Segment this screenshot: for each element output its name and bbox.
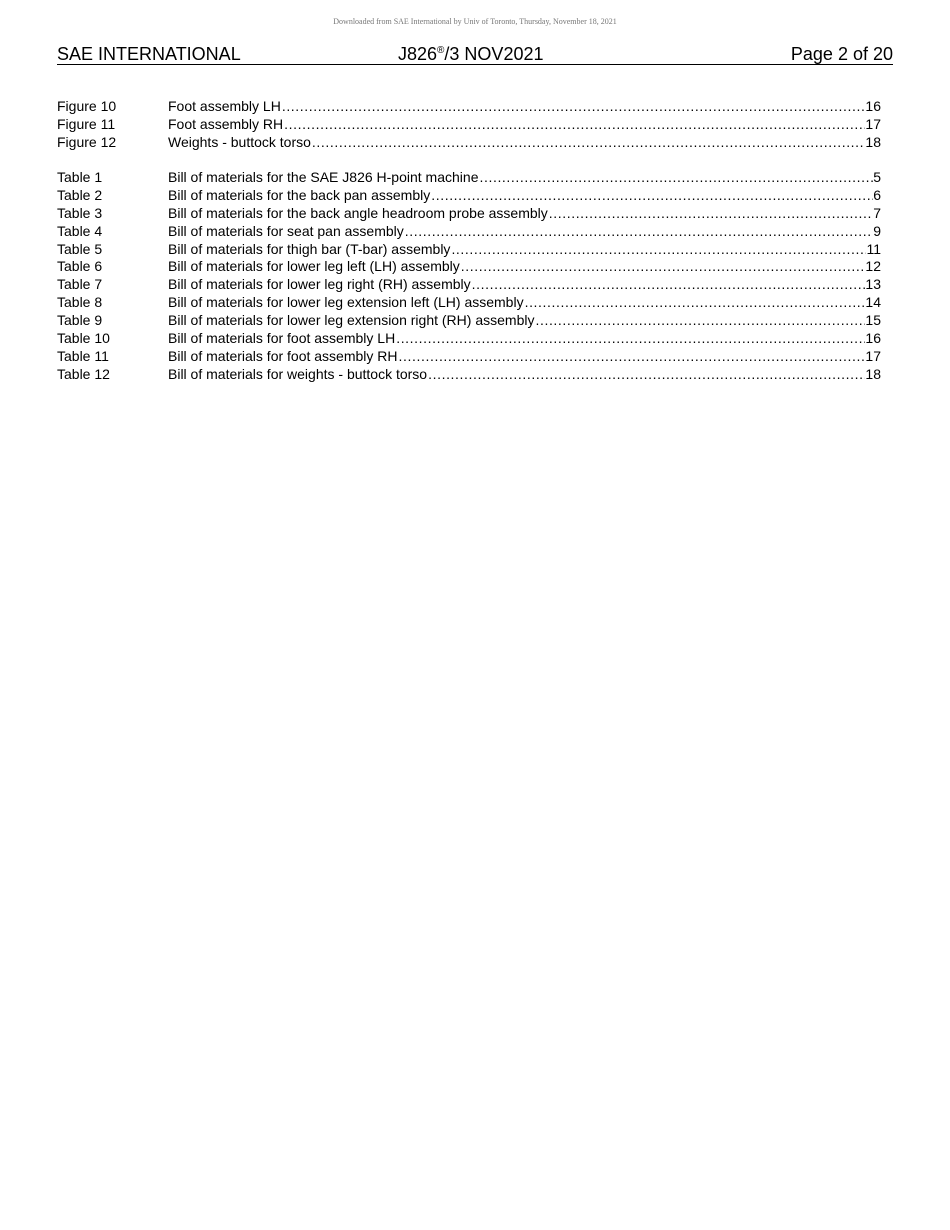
dot-leader xyxy=(311,134,866,152)
dot-leader xyxy=(430,187,873,205)
toc-entry[interactable] xyxy=(57,116,881,134)
doc-id-rest: /3 NOV2021 xyxy=(444,44,544,64)
entry-page: 17 xyxy=(865,115,881,132)
dot-leader xyxy=(404,223,873,241)
toc-entry[interactable] xyxy=(57,223,881,241)
entry-page: 9 xyxy=(873,222,881,239)
toc-entry[interactable] xyxy=(57,187,881,205)
dot-leader xyxy=(281,98,866,116)
dot-leader xyxy=(450,241,866,259)
toc-entry[interactable] xyxy=(57,276,881,294)
dot-leader xyxy=(471,276,866,294)
registered-mark: ® xyxy=(437,45,445,56)
entry-page: 6 xyxy=(873,186,881,203)
entry-title: Bill of materials for weights - buttock torso xyxy=(168,365,428,382)
entry-label: Table 7 xyxy=(57,276,103,293)
header-org: SAE INTERNATIONAL xyxy=(57,44,241,64)
entry-page: 18 xyxy=(865,365,881,382)
dot-leader xyxy=(460,258,866,276)
entry-title: Bill of materials for lower leg left (LH) assembly xyxy=(168,258,460,275)
toc-entry[interactable] xyxy=(57,205,881,223)
list-of-tables xyxy=(57,169,881,384)
entry-label: Table 12 xyxy=(57,365,110,382)
entry-page: 5 xyxy=(873,169,881,185)
toc-entry[interactable] xyxy=(57,348,881,366)
toc-entry[interactable] xyxy=(57,258,881,276)
entry-title: Bill of materials for the SAE J826 H-point machine xyxy=(168,169,479,185)
entry-page: 16 xyxy=(865,98,881,114)
dot-leader xyxy=(283,116,865,134)
dot-leader xyxy=(524,294,866,312)
entry-title: Bill of materials for lower leg extension left (LH) assembly xyxy=(168,294,524,311)
dot-leader xyxy=(478,169,873,187)
entry-label: Table 6 xyxy=(57,258,103,275)
header-page-number: Page 2 of 20 xyxy=(790,44,893,64)
download-notice: Downloaded from SAE International by Univ of Toronto, Thursday, November 18, 2021 xyxy=(333,17,617,26)
entry-page: 15 xyxy=(865,312,881,329)
entry-page: 16 xyxy=(865,330,881,347)
toc-entry[interactable] xyxy=(57,294,881,312)
doc-id-main: J826 xyxy=(398,44,438,64)
header-doc-id xyxy=(398,44,543,64)
entry-title: Bill of materials for thigh bar (T-bar) assembly xyxy=(168,240,451,257)
page-header xyxy=(57,44,893,65)
entry-title: Bill of materials for the back pan assembly xyxy=(168,186,431,203)
entry-title: Bill of materials for foot assembly RH xyxy=(168,347,398,364)
list-of-figures xyxy=(57,98,881,152)
entry-label: Table 9 xyxy=(57,312,103,329)
entry-page: 12 xyxy=(865,258,881,275)
entry-page: 17 xyxy=(865,347,881,364)
entry-title: Bill of materials for seat pan assembly xyxy=(168,222,404,239)
entry-label: Table 11 xyxy=(57,347,109,364)
dot-leader xyxy=(398,348,866,366)
entry-label: Table 2 xyxy=(57,186,103,203)
entry-title: Foot assembly LH xyxy=(168,98,281,114)
toc-entry[interactable] xyxy=(57,330,881,348)
toc-entry[interactable] xyxy=(57,134,881,152)
toc-entry[interactable] xyxy=(57,366,881,384)
toc-entry[interactable] xyxy=(57,169,881,187)
entry-page: 18 xyxy=(865,133,881,150)
entry-label: Table 1 xyxy=(57,169,103,185)
entry-title: Bill of materials for foot assembly LH xyxy=(168,330,396,347)
entry-label: Table 5 xyxy=(57,240,103,257)
entry-page: 14 xyxy=(865,294,881,311)
entry-page: 11 xyxy=(866,240,881,257)
entry-title: Bill of materials for lower leg extension right (RH) assembly xyxy=(168,312,535,329)
entry-label: Figure 11 xyxy=(57,115,116,132)
toc-entry[interactable] xyxy=(57,98,881,116)
entry-title: Weights - buttock torso xyxy=(168,133,311,150)
dot-leader xyxy=(548,205,873,223)
entry-title: Foot assembly RH xyxy=(168,115,284,132)
dot-leader xyxy=(427,366,865,384)
entry-label: Table 3 xyxy=(57,204,103,221)
entry-label: Figure 12 xyxy=(57,133,117,150)
entry-label: Table 8 xyxy=(57,294,103,311)
dot-leader xyxy=(395,330,865,348)
entry-page: 7 xyxy=(873,204,881,221)
entry-page: 13 xyxy=(865,276,881,293)
entry-title: Bill of materials for the back angle headroom probe assembly xyxy=(168,204,548,221)
entry-label: Table 10 xyxy=(57,330,110,347)
entry-label: Table 4 xyxy=(57,222,103,239)
toc-entry[interactable] xyxy=(57,241,881,259)
toc-entry[interactable] xyxy=(57,312,881,330)
entry-title: Bill of materials for lower leg right (RH) assembly xyxy=(168,276,471,293)
entry-label: Figure 10 xyxy=(57,98,117,114)
dot-leader xyxy=(534,312,865,330)
